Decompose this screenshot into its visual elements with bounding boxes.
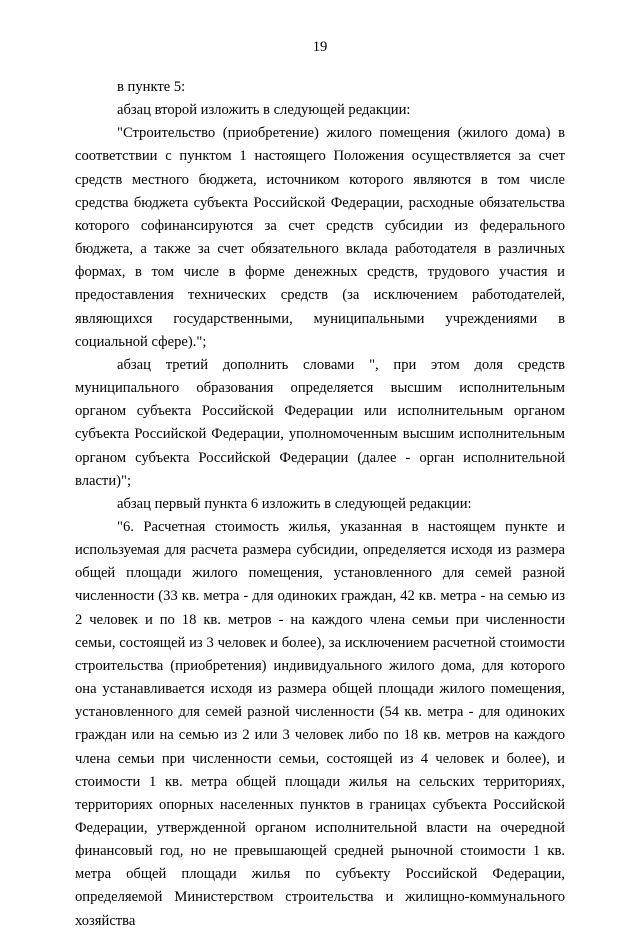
page-number: 19 (312, 39, 328, 55)
paragraph-estimated-housing-cost: "6. Расчетная стоимость жилья, указанная в настоящем пункте и используемая для расчета размера субсидии, определяется исходя из размера общей площади жилого помещения, установленного для семей разной численности (33 кв. метра - для одиноких граждан, 42 кв. метра - на семью из 2 человек и по 18 кв. метров - на каждого члена семьи при численности семьи, состоящей из 3 человек и более), за исключением расчетной стоимости строительства (приобретения) индивидуального жилого дома, для которого она устанавливается исходя из размера общей площади жилого помещения, установленного для семей разной численности (54 кв. метра - для одиноких граждан или на семью из 2 или 3 человек либо по 18 кв. метров на каждого члена семьи при численности семьи, состоящей из 4 человек и более), и стоимости 1 кв. метра общей площади жилья на сельских территориях, территориях опорных населенных пунктов в границах субъекта Российской Федерации, утвержденной органом исполнительной власти на очередной финансовый год, но не превышающей средней рыночной стоимости 1 кв. метра общей площади жилья по субъекту Российской Федерации, определяемой Министерством строительства и жилищно-коммунального хозяйства (75, 518, 565, 929)
document-body (75, 76, 565, 933)
paragraph-point-6-instruction: абзац первый пункта 6 изложить в следующей редакции: (117, 495, 472, 512)
paragraph-third-abzac-addition: абзац третий дополнить словами ", при этом доля средств муниципального образования определяется высшим исполнительным органом субъекта Российской Федерации или исполнительным органом субъекта Российской Федерации, уполномоченным высшим исполнительным органом субъекта Российской Федерации (далее - орган исполнительной власти)"; (75, 356, 565, 489)
paragraph-point-5: в пункте 5: (117, 79, 186, 95)
paragraph-construction-funding: "Строительство (приобретение) жилого помещения (жилого дома) в соответствии с пунктом 1 настоящего Положения осуществляется за счет средств местного бюджета, источником которого являются в том числе средства бюджета субъекта Российской Федерации, расходные обязательства которого софинансируются за счет средств субсидии из федерального бюджета, а также за счет обязательного вклада работодателя в различных формах, в том числе в форме денежных средств, трудового участия и предоставления технических средств (за исключением работодателей, являющихся государственными, муниципальными учреждениями в социальной сфере)."; (75, 125, 565, 350)
paragraph-second-abzac-instruction: абзац второй изложить в следующей редакции: (117, 102, 411, 119)
